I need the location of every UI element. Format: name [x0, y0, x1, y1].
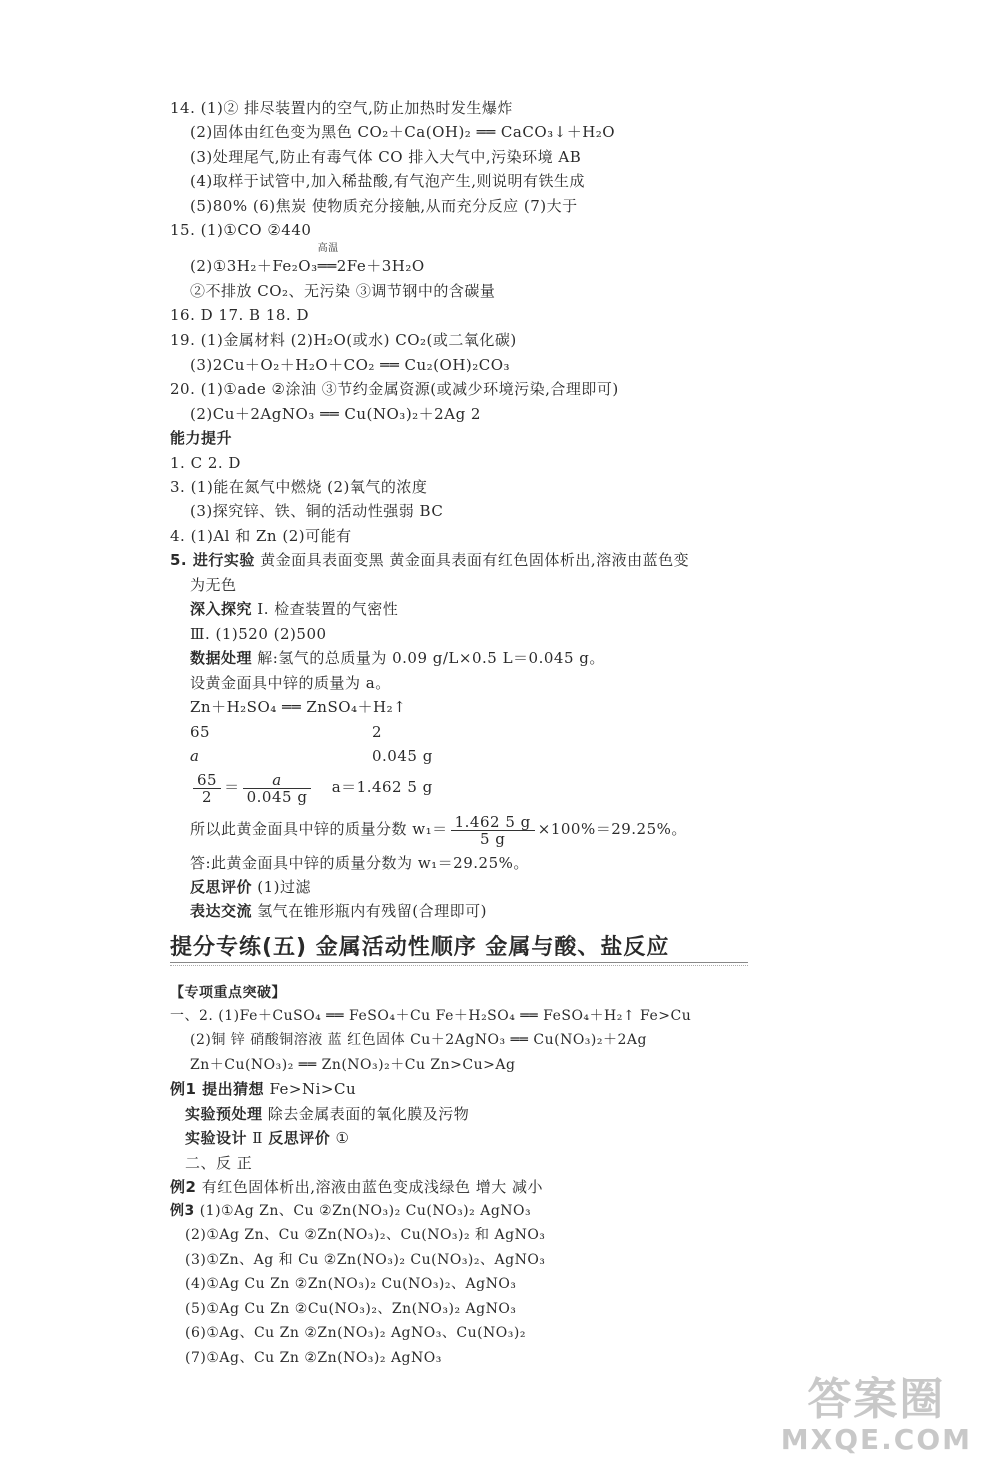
- reflect-text: (1)过滤: [252, 878, 312, 896]
- fraction-numerator: 65: [193, 772, 221, 789]
- proportion-equation: [190, 770, 433, 805]
- data-label: 数据处理: [190, 649, 253, 667]
- pretreat-label: 实验预处理: [185, 1105, 263, 1123]
- ability-q4: 4. (1)Al 和 Zn (2)可能有: [170, 527, 352, 545]
- design-reflect-label: 反思评价: [268, 1129, 331, 1147]
- example3-case6: (6)①Ag、Cu Zn ②Zn(NO₃)₂ AgNO₃、Cu(NO₃)₂: [185, 1325, 526, 1341]
- pretreat-line: [185, 1104, 469, 1124]
- condition-label: 高温: [317, 243, 339, 254]
- express-text: 氢气在锥形瓶内有残留(合理即可): [252, 902, 487, 920]
- example2-text: 有红色固体析出,溶液由蓝色变成浅绿色 增大 减小: [196, 1178, 544, 1196]
- deep-text: Ⅰ. 检查装置的气密性: [252, 600, 399, 618]
- watermark-logo-text: 答案圈: [807, 1374, 946, 1425]
- q15-line3: ②不排放 CO₂、无污染 ③调节钢中的含碳量: [190, 282, 496, 300]
- example3-label: 例3: [170, 1203, 195, 1219]
- example3-case3: (3)①Zn、Ag 和 Cu ②Zn(NO₃)₂ Cu(NO₃)₂、AgNO₃: [185, 1252, 546, 1268]
- example2-line: [170, 1177, 543, 1197]
- design-text: Ⅱ: [247, 1129, 269, 1147]
- q14-line1: 14. (1)② 排尽装置内的空气,防止加热时发生爆炸: [170, 99, 513, 117]
- result-a: a＝1.462 5 g: [331, 778, 433, 796]
- answer-line: 答:此黄金面具中锌的质量分数为 w₁＝29.25%。: [190, 854, 529, 872]
- q19-line2: (3)2Cu＋O₂＋H₂O＋CO₂ ══ Cu₂(OH)₂CO₃: [190, 356, 511, 374]
- focus-line3: Zn＋Cu(NO₃)₂ ══ Zn(NO₃)₂＋Cu Zn>Cu>Ag: [190, 1057, 516, 1073]
- example3-case2: (2)①Ag Zn、Cu ②Zn(NO₃)₂、Cu(NO₃)₂ 和 AgNO₃: [185, 1227, 546, 1243]
- mass-a: a: [190, 747, 200, 765]
- mass-2: 2: [372, 723, 383, 741]
- q20-line2: (2)Cu＋2AgNO₃ ══ Cu(NO₃)₂＋2Ag 2: [190, 405, 481, 423]
- fraction-denominator: 0.045 g: [246, 787, 308, 806]
- equals-arrow: ══: [317, 257, 337, 275]
- fraction-mass-ratio: [451, 814, 535, 847]
- data-text: 解:氢气的总质量为 0.09 g/L×0.5 L＝0.045 g。: [252, 649, 605, 667]
- example3-case7: (7)①Ag、Cu Zn ②Zn(NO₃)₂ AgNO₃: [185, 1350, 442, 1366]
- data-processing: [190, 648, 605, 668]
- equals-sign: ＝: [224, 778, 240, 796]
- q15-line1: 15. (1)①CO ②440: [170, 221, 312, 239]
- example3-case4: (4)①Ag Cu Zn ②Zn(NO₃)₂ Cu(NO₃)₂、AgNO₃: [185, 1276, 517, 1292]
- example2-label: 例2: [170, 1178, 197, 1196]
- fraction-a-over-mass: [243, 772, 312, 805]
- express-label: 表达交流: [190, 902, 253, 920]
- deep-explore: [190, 599, 398, 619]
- mass-fraction-prefix: 所以此黄金面具中锌的质量分数 w₁＝: [190, 820, 448, 838]
- site-watermark: [781, 1375, 972, 1455]
- design-label: 实验设计: [185, 1129, 248, 1147]
- pretreat-text: 除去金属表面的氧化膜及污物: [262, 1105, 470, 1123]
- focus-heading: 【专项重点突破】: [170, 985, 286, 1001]
- q19-line1: 19. (1)金属材料 (2)H₂O(或水) CO₂(或二氧化碳): [170, 331, 517, 349]
- reflect-line: [190, 877, 311, 897]
- q20-line1: 20. (1)①ade ②涂油 ③节约金属资源(或减少环境污染,合理即可): [170, 380, 619, 398]
- set-variable: 设黄金面具中锌的质量为 a。: [190, 674, 391, 692]
- title-divider: [170, 962, 748, 963]
- q16-18-line: 16. D 17. B 18. D: [170, 306, 309, 324]
- deep-label: 深入探究: [190, 600, 253, 618]
- mass-fraction-line: [190, 812, 687, 847]
- fraction-numerator: a: [243, 772, 312, 789]
- example1-line: [170, 1079, 356, 1099]
- q14-line4: (4)取样于试管中,加入稀盐酸,有气泡产生,则说明有铁生成: [190, 172, 586, 190]
- design-reflect-text: ①: [330, 1129, 350, 1147]
- reaction-equation: Zn＋H₂SO₄ ══ ZnSO₄＋H₂↑: [190, 698, 407, 716]
- reaction-condition: [317, 243, 339, 276]
- focus-line2: (2)铜 锌 硝酸铜溶液 蓝 红色固体 Cu＋2AgNO₃ ══ Cu(NO₃)₂＋2Ag: [190, 1032, 647, 1048]
- example1-label: 例1 提出猜想: [170, 1080, 265, 1098]
- section-title: 提分专练(五) 金属活动性顺序 金属与酸、盐反应: [170, 935, 670, 960]
- fraction-denominator: 2: [202, 787, 213, 806]
- fraction-65-over-2: [193, 772, 221, 805]
- mass-0045: 0.045 g: [372, 747, 433, 765]
- ability-q1: 1. C 2. D: [170, 454, 241, 472]
- express-line: [190, 901, 487, 921]
- design-line: [185, 1128, 349, 1148]
- part-two-line: 二、反 正: [185, 1154, 253, 1172]
- watermark-domain: MXQE.COM: [780, 1423, 972, 1456]
- example3-line: [170, 1201, 531, 1221]
- q15-line2: [190, 243, 425, 276]
- mass-65: 65: [190, 723, 211, 741]
- q15-reactants: (2)①3H₂＋Fe₂O₃: [190, 257, 318, 275]
- title-divider-dotted: [170, 965, 748, 966]
- q14-line3: (3)处理尾气,防止有毒气体 CO 排入大气中,污染环境 AB: [190, 148, 582, 166]
- q5-label: 5. 进行实验: [170, 551, 255, 569]
- ability-q5a: [170, 550, 689, 570]
- example3-case5: (5)①Ag Cu Zn ②Cu(NO₃)₂、Zn(NO₃)₂ AgNO₃: [185, 1301, 517, 1317]
- example1-text: Fe>Ni>Cu: [264, 1080, 357, 1098]
- deep-explore-2: Ⅲ. (1)520 (2)500: [190, 625, 327, 643]
- ability-q5b: 为无色: [190, 576, 237, 594]
- ability-q3b: (3)探究锌、铁、铜的活动性强弱 BC: [190, 502, 444, 520]
- example3-text: (1)①Ag Zn、Cu ②Zn(NO₃)₂ Cu(NO₃)₂ AgNO₃: [194, 1203, 532, 1219]
- ability-heading: 能力提升: [170, 429, 233, 447]
- fraction-numerator: 1.462 5 g: [451, 814, 535, 831]
- q5-text: 黄金面具表面变黑 黄金面具表面有红色固体析出,溶液由蓝色变: [254, 551, 690, 569]
- mass-fraction-suffix: ×100%＝29.25%。: [537, 820, 687, 838]
- ability-q3a: 3. (1)能在氮气中燃烧 (2)氧气的浓度: [170, 478, 428, 496]
- q14-line5: (5)80% (6)焦炭 使物质充分接触,从而充分反应 (7)大于: [190, 197, 578, 215]
- q15-products: 2Fe＋3H₂O: [336, 257, 425, 275]
- q14-line2: (2)固体由红色变为黑色 CO₂＋Ca(OH)₂ ══ CaCO₃↓＋H₂O: [190, 123, 616, 141]
- fraction-denominator: 5 g: [479, 829, 506, 848]
- reflect-label: 反思评价: [190, 878, 253, 896]
- focus-line1: 一、2. (1)Fe＋CuSO₄ ══ FeSO₄＋Cu Fe＋H₂SO₄ ══ FeSO₄＋H₂↑ Fe>Cu: [170, 1008, 692, 1024]
